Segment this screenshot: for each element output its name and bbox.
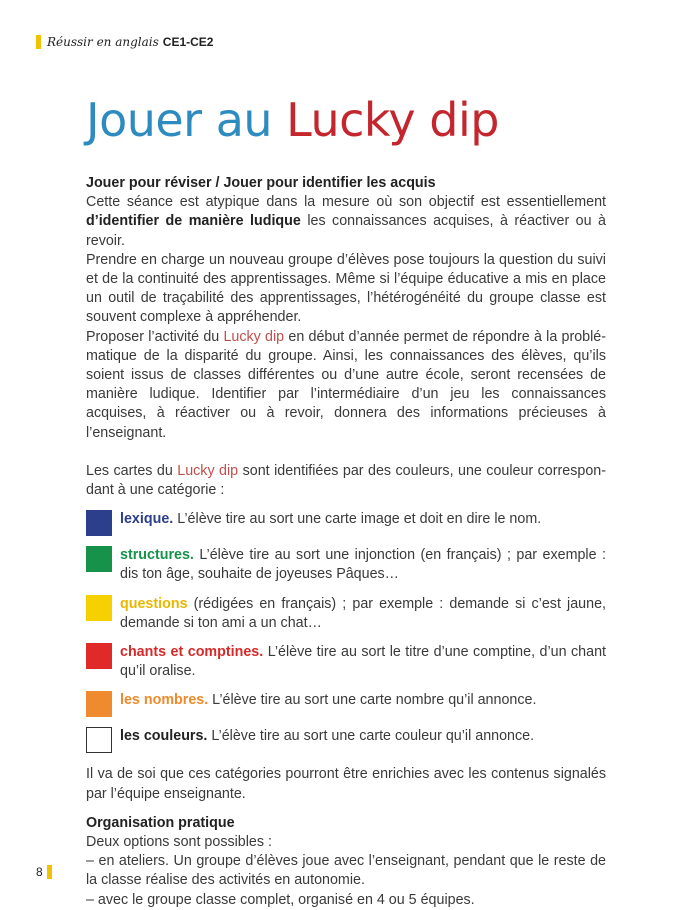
category-description: L’élève tire au sort une carte nombre qu’il annonce. — [208, 692, 537, 709]
category-text — [120, 643, 606, 681]
category-label: les nombres. — [120, 692, 209, 709]
footer-accent-bar — [47, 865, 52, 879]
category-label: lexique. — [120, 511, 174, 528]
running-header — [36, 35, 213, 49]
organisation-heading: Organisation pratique — [86, 814, 235, 831]
category-item — [86, 595, 606, 633]
p3-lucky-dip: Lucky dip — [223, 328, 285, 345]
cards-intro — [86, 462, 606, 500]
category-description: L’élève tire au sort le titre d’une comptine, d’un chant qu’il oralise. — [120, 644, 606, 680]
category-text — [120, 727, 606, 746]
p1-emphasis: d’identifier de manière ludique — [86, 213, 301, 230]
p3-text-a: Proposer l’activité du — [86, 328, 224, 345]
category-label: chants et comptines. — [120, 644, 264, 661]
category-text — [120, 691, 606, 710]
title-part-2: Lucky dip — [286, 93, 499, 147]
category-label: structures. — [120, 547, 194, 564]
paragraph-2: Prendre en charge un nouveau groupe d’élèves pose toujours la question du suivi et de la continuité des apprentissages. Même si l’équipe éducative a mis en place un outil de traçabilité des apprentissages, l’hétérogénéité du groupe classe est souvent complexe à appréhender. — [86, 251, 606, 326]
level-label: CE1-CE2 — [162, 35, 214, 49]
after-list-text: Il va de soi que ces catégories pourront être enrichies avec les contenus signalés par l’équipe enseignante. — [86, 766, 606, 802]
category-color-swatch — [86, 510, 112, 536]
organisation-line-1: Deux options sont possibles : — [86, 834, 272, 851]
category-item — [86, 691, 606, 717]
page-footer — [36, 865, 52, 879]
organisation-line-3: – avec le groupe classe complet, organisé en 4 ou 5 équipes. — [86, 891, 475, 908]
cards-intro-c: sont identifiées par des couleurs, une couleur correspondant à une catégorie : — [86, 462, 606, 499]
page-title — [86, 93, 499, 147]
category-description: L’élève tire au sort une carte image et doit en dire le nom. — [173, 511, 542, 528]
category-item — [86, 510, 606, 536]
main-content — [86, 174, 606, 910]
paragraph-1 — [86, 193, 606, 251]
cards-intro-a: Les cartes du — [86, 462, 178, 479]
category-description: L’élève tire au sort une injonction (en français) ; par exemple : dis ton âge, souhaite de joyeuses Pâques… — [120, 547, 606, 583]
series-name: Réussir en anglais — [47, 35, 159, 49]
title-part-1: Jouer au — [86, 93, 287, 147]
category-color-swatch — [86, 546, 112, 572]
category-description: (rédigées en français) ; par exemple : demande si c’est jaune, demande si ton ami a un chat… — [120, 595, 606, 631]
category-text — [120, 546, 606, 584]
category-color-swatch — [86, 595, 112, 621]
category-color-swatch — [86, 727, 112, 753]
category-color-swatch — [86, 691, 112, 717]
page-number: 8 — [36, 865, 43, 879]
category-item — [86, 727, 606, 753]
paragraph-3 — [86, 328, 606, 443]
cards-intro-lucky-dip: Lucky dip — [177, 462, 239, 479]
p3-text-c: en début d’année permet de répondre à la problématique de la disparité du groupe. Ainsi, les connaissances des élèves, qu’ils soient issus de classes différentes ou d’une autre école, seront recensées de manière ludique. Identifier par l’intermédiaire d’un jeu les connaissances acquises, à réactiver ou à revoir, donnera des informations précieuses à l’enseignant. — [86, 328, 607, 441]
header-accent-bar — [36, 35, 41, 49]
organisation-line-2: – en ateliers. Un groupe d’élèves joue avec l’enseignant, pendant que le reste de la classe réalise des activités en autonomie. — [86, 853, 606, 889]
category-color-swatch — [86, 643, 112, 669]
section-heading: Jouer pour réviser / Jouer pour identifier les acquis — [86, 175, 436, 191]
category-label: questions — [120, 595, 188, 612]
p1-text-a: Cette séance est atypique dans la mesure où son objectif est essentiellement — [86, 194, 606, 211]
category-list — [86, 510, 606, 753]
category-text — [120, 595, 606, 633]
category-description: L’élève tire au sort une carte couleur qu’il annonce. — [207, 728, 535, 745]
category-item — [86, 546, 606, 584]
category-label: les couleurs. — [120, 728, 208, 745]
category-text — [120, 510, 606, 529]
p1-text-c: les connaissances acquises, à réactiver ou à revoir. — [86, 213, 607, 249]
category-item — [86, 643, 606, 681]
